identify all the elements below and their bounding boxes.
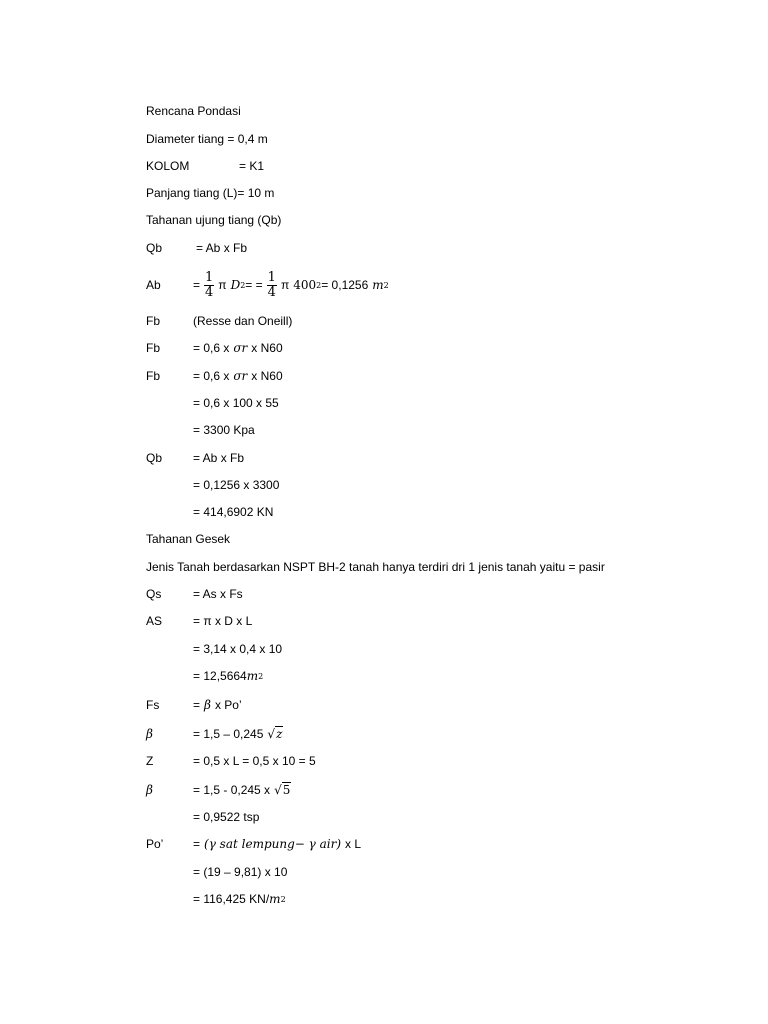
kolom-line — [146, 157, 264, 175]
sqrt-z-radicand: z — [276, 727, 283, 741]
fb-label-2: Fb — [146, 341, 161, 355]
ab-frac-num: 1 — [205, 269, 214, 285]
pi-symbol: π — [218, 278, 227, 292]
sqrt-z: √z — [267, 727, 283, 741]
diameter-text: Diameter tiang = 0,4 m — [146, 132, 268, 146]
as3-pre: = 12,5664 — [193, 669, 247, 683]
po3-pre: = 116,425 KN/ — [193, 892, 270, 906]
z-line — [146, 752, 316, 770]
as3-unit: m — [246, 669, 259, 683]
diameter-line — [146, 130, 268, 148]
doc-title-text: Rencana Pondasi — [146, 104, 241, 118]
ab-frac-den: 4 — [205, 284, 214, 300]
as2-text: = 3,14 x 0,4 x 10 — [193, 642, 283, 656]
sigma-r-symbol-2: σr — [233, 369, 248, 383]
qb-line-2 — [146, 449, 244, 467]
fb-label-3: Fb — [146, 369, 161, 383]
po-expr: (γ sat lempung− γ air) — [204, 837, 342, 851]
sigma-r-symbol: σr — [233, 341, 248, 355]
z-label: Z — [146, 754, 154, 768]
fb-line-5 — [146, 421, 255, 439]
qs-label: Qs — [146, 587, 162, 601]
as-label: AS — [146, 614, 163, 628]
ab-mid-eq: = = — [245, 278, 263, 292]
po3-exp: 2 — [280, 894, 286, 904]
ab-400: 400 — [293, 278, 317, 292]
ab-frac2-num: 1 — [267, 269, 276, 285]
ab-eq: = — [193, 278, 201, 292]
beta-symbol: β — [204, 698, 211, 712]
po-label: Po’ — [146, 837, 164, 851]
beta3-text: = 0,9522 tsp — [193, 810, 260, 824]
qb-line-3 — [146, 476, 279, 494]
fb2-pre: = 0,6 x — [193, 341, 230, 355]
beta-line-3 — [146, 808, 259, 826]
fb5-text: = 3300 Kpa — [193, 423, 255, 437]
fb3-post: x N60 — [251, 369, 283, 383]
kolom-label: KOLOM — [146, 159, 190, 173]
doc-title — [146, 102, 241, 120]
qb-line-4 — [146, 503, 273, 521]
fs-line — [146, 696, 242, 714]
po3-unit: m — [269, 892, 281, 906]
beta-line-2 — [146, 780, 291, 800]
qb-label: Qb — [146, 241, 163, 255]
jenis-tanah-line — [146, 558, 605, 576]
as-line-3 — [146, 667, 263, 685]
ab-unit: m — [372, 278, 384, 292]
qb-value: = Ab x Fb — [196, 241, 248, 255]
fb-line-2 — [146, 339, 283, 357]
as-line-2 — [146, 640, 282, 658]
po2-text: = (19 – 9,81) x 10 — [193, 865, 288, 879]
sqrt-5-radicand: 5 — [282, 783, 291, 797]
po-pre: = — [193, 837, 201, 851]
as-line — [146, 612, 252, 630]
fb4-text: = 0,6 x 100 x 55 — [193, 396, 279, 410]
fb-line-3 — [146, 367, 283, 385]
fb-line-4 — [146, 394, 279, 412]
qs-value: = As x Fs — [193, 587, 243, 601]
qb-value-2: = Ab x Fb — [193, 451, 245, 465]
fb3-pre: = 0,6 x — [193, 369, 230, 383]
po-line-2 — [146, 863, 287, 881]
beta-label: β — [146, 727, 153, 741]
qb-label-2: Qb — [146, 451, 163, 465]
fb2-post: x N60 — [251, 341, 283, 355]
fs-post: x Po’ — [214, 698, 242, 712]
as-value: = π x D x L — [193, 614, 253, 628]
tahanan-ujung-heading — [146, 211, 281, 229]
fb-label: Fb — [146, 314, 161, 328]
panjang-line — [146, 184, 274, 202]
qs-line — [146, 585, 243, 603]
ab-unit-exp: 2 — [383, 280, 389, 290]
qb-line-1 — [146, 239, 247, 257]
po-line-3 — [146, 890, 286, 908]
ab-label: Ab — [146, 278, 161, 292]
fb-source: (Resse dan Oneill) — [193, 314, 293, 328]
z-value: = 0,5 x L = 0,5 x 10 = 5 — [193, 754, 316, 768]
beta-line-1 — [146, 724, 283, 744]
qb4-text: = 414,6902 KN — [193, 505, 274, 519]
tahanan-ujung-text: Tahanan ujung tiang (Qb) — [146, 213, 282, 227]
ab-result: = 0,1256 — [321, 278, 369, 292]
beta1-pre: = 1,5 – 0,245 — [193, 727, 264, 741]
ab-frac2-den: 4 — [267, 284, 276, 300]
ab-d-var: D — [230, 278, 241, 292]
beta-label-2: β — [146, 783, 153, 797]
fs-label: Fs — [146, 698, 160, 712]
pi-symbol-2: π — [280, 278, 290, 292]
jenis-tanah-text: Jenis Tanah berdasarkan NSPT BH-2 tanah hanya terdiri dri 1 jenis tanah yaitu = pasir — [146, 560, 605, 574]
beta2-pre: = 1,5 - 0,245 x — [193, 783, 271, 797]
ab-fraction — [204, 271, 214, 300]
panjang-text: Panjang tiang (L)= 10 m — [146, 186, 275, 200]
fb-line-1 — [146, 312, 292, 330]
qb3-text: = 0,1256 x 3300 — [193, 478, 280, 492]
fs-pre: = — [193, 698, 201, 712]
tahanan-gesek-text: Tahanan Gesek — [146, 532, 231, 546]
ab-line — [146, 266, 389, 304]
po-post: x L — [345, 837, 362, 851]
ab-d-exp: 2 — [240, 280, 246, 290]
kolom-value: = K1 — [239, 159, 265, 173]
tahanan-gesek-heading — [146, 530, 230, 548]
ab-fraction-2 — [267, 271, 277, 300]
sqrt-5: √5 — [274, 783, 291, 797]
as3-exp: 2 — [258, 671, 264, 681]
ab-400-exp: 2 — [316, 280, 322, 290]
po-line — [146, 835, 361, 853]
